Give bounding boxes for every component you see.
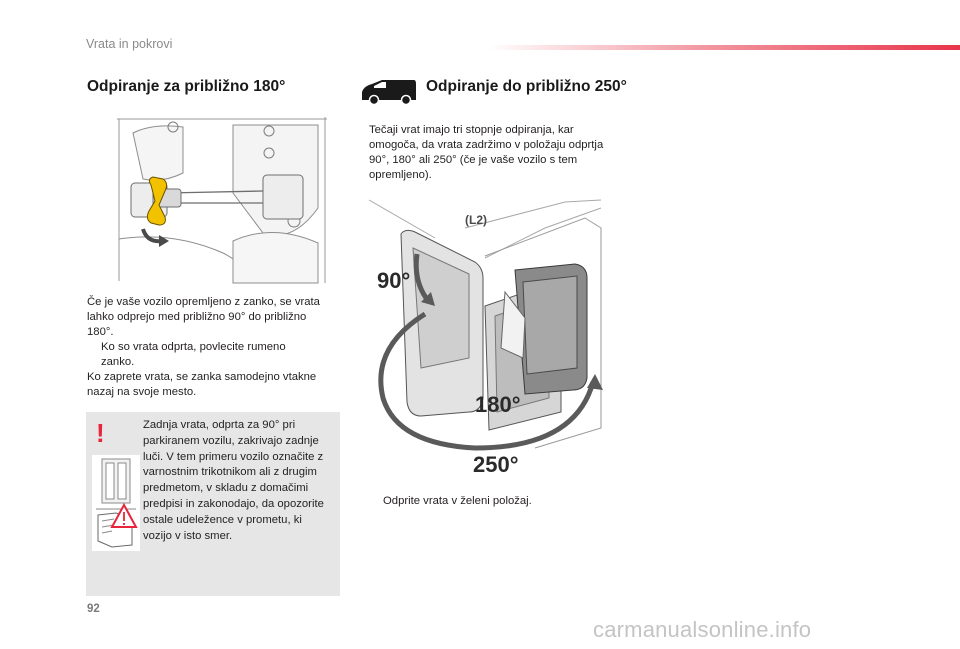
van-icon <box>360 78 418 106</box>
header-accent-bar <box>488 45 960 50</box>
right-bullet-text: Odprite vrata v želeni položaj. <box>383 495 532 507</box>
right-bullet <box>369 494 639 509</box>
watermark: carmanualsonline.info <box>593 617 812 642</box>
section-title: Vrata in pokrovi <box>86 37 173 51</box>
right-para-line: opremljeno). <box>369 169 432 181</box>
left-para-line: 180°. <box>87 326 114 338</box>
left-paragraph <box>87 295 345 400</box>
warning-line: Zadnja vrata, odprta za 90° pri <box>143 419 296 431</box>
left-bullet-text: Ko so vrata odprta, povlecite rumeno <box>101 341 286 353</box>
right-para-line: Tečaji vrat imajo tri stopnje odpiranja, kar <box>369 124 574 136</box>
left-heading: Odpiranje za približno 180° <box>87 78 286 95</box>
warning-line: predpisi in zakonodajo, da opozorite <box>143 497 324 510</box>
left-para-line: Če je vaše vozilo opremljeno z zanko, se vrata <box>87 296 320 308</box>
right-paragraph <box>369 123 639 183</box>
angle-250-label: 250° <box>473 452 519 476</box>
angle-180-label: 180° <box>475 392 521 417</box>
left-bullet <box>87 340 345 355</box>
right-para-line: omogoča, da vrata zadržimo v položaju odprtja <box>369 139 604 151</box>
left-para-line: lahko odprejo med približno 90° do približno <box>87 311 307 323</box>
warning-line: vozijo v isto smer. <box>143 529 233 542</box>
door-angles-illustration <box>365 198 605 476</box>
angle-90-label: 90° <box>377 268 411 293</box>
left-after-line: nazaj na svoje mesto. <box>87 386 197 398</box>
warning-line: varnostnim trikotnikom ali z drugim <box>143 466 317 479</box>
variant-label: (L2) <box>465 213 487 227</box>
warning-line: parkiranem vozilu, zakrivajo zadnje <box>143 434 319 447</box>
door-loop-illustration <box>113 113 331 285</box>
right-heading: Odpiranje do približno 250° <box>426 78 627 95</box>
warning-line: ostale udeležence v prometu, ki <box>143 513 302 526</box>
left-after-line: Ko zaprete vrata, se zanka samodejno vtakne <box>87 371 317 383</box>
warning-triangle-illustration <box>92 455 140 551</box>
left-bullet-continuation: zanko. <box>101 356 135 368</box>
right-para-line: 90°, 180° ali 250° (če je vaše vozilo s tem <box>369 154 578 166</box>
warning-excl-icon: ! <box>96 418 105 448</box>
page-number: 92 <box>87 603 100 615</box>
bullet-arrow-icon <box>87 340 101 355</box>
warning-text <box>143 418 339 544</box>
warning-line: predmetom, v skladu z domačimi <box>143 482 309 495</box>
bullet-arrow-icon <box>369 494 383 509</box>
warning-line: luči. V tem primeru vozilo označite z <box>143 450 324 463</box>
